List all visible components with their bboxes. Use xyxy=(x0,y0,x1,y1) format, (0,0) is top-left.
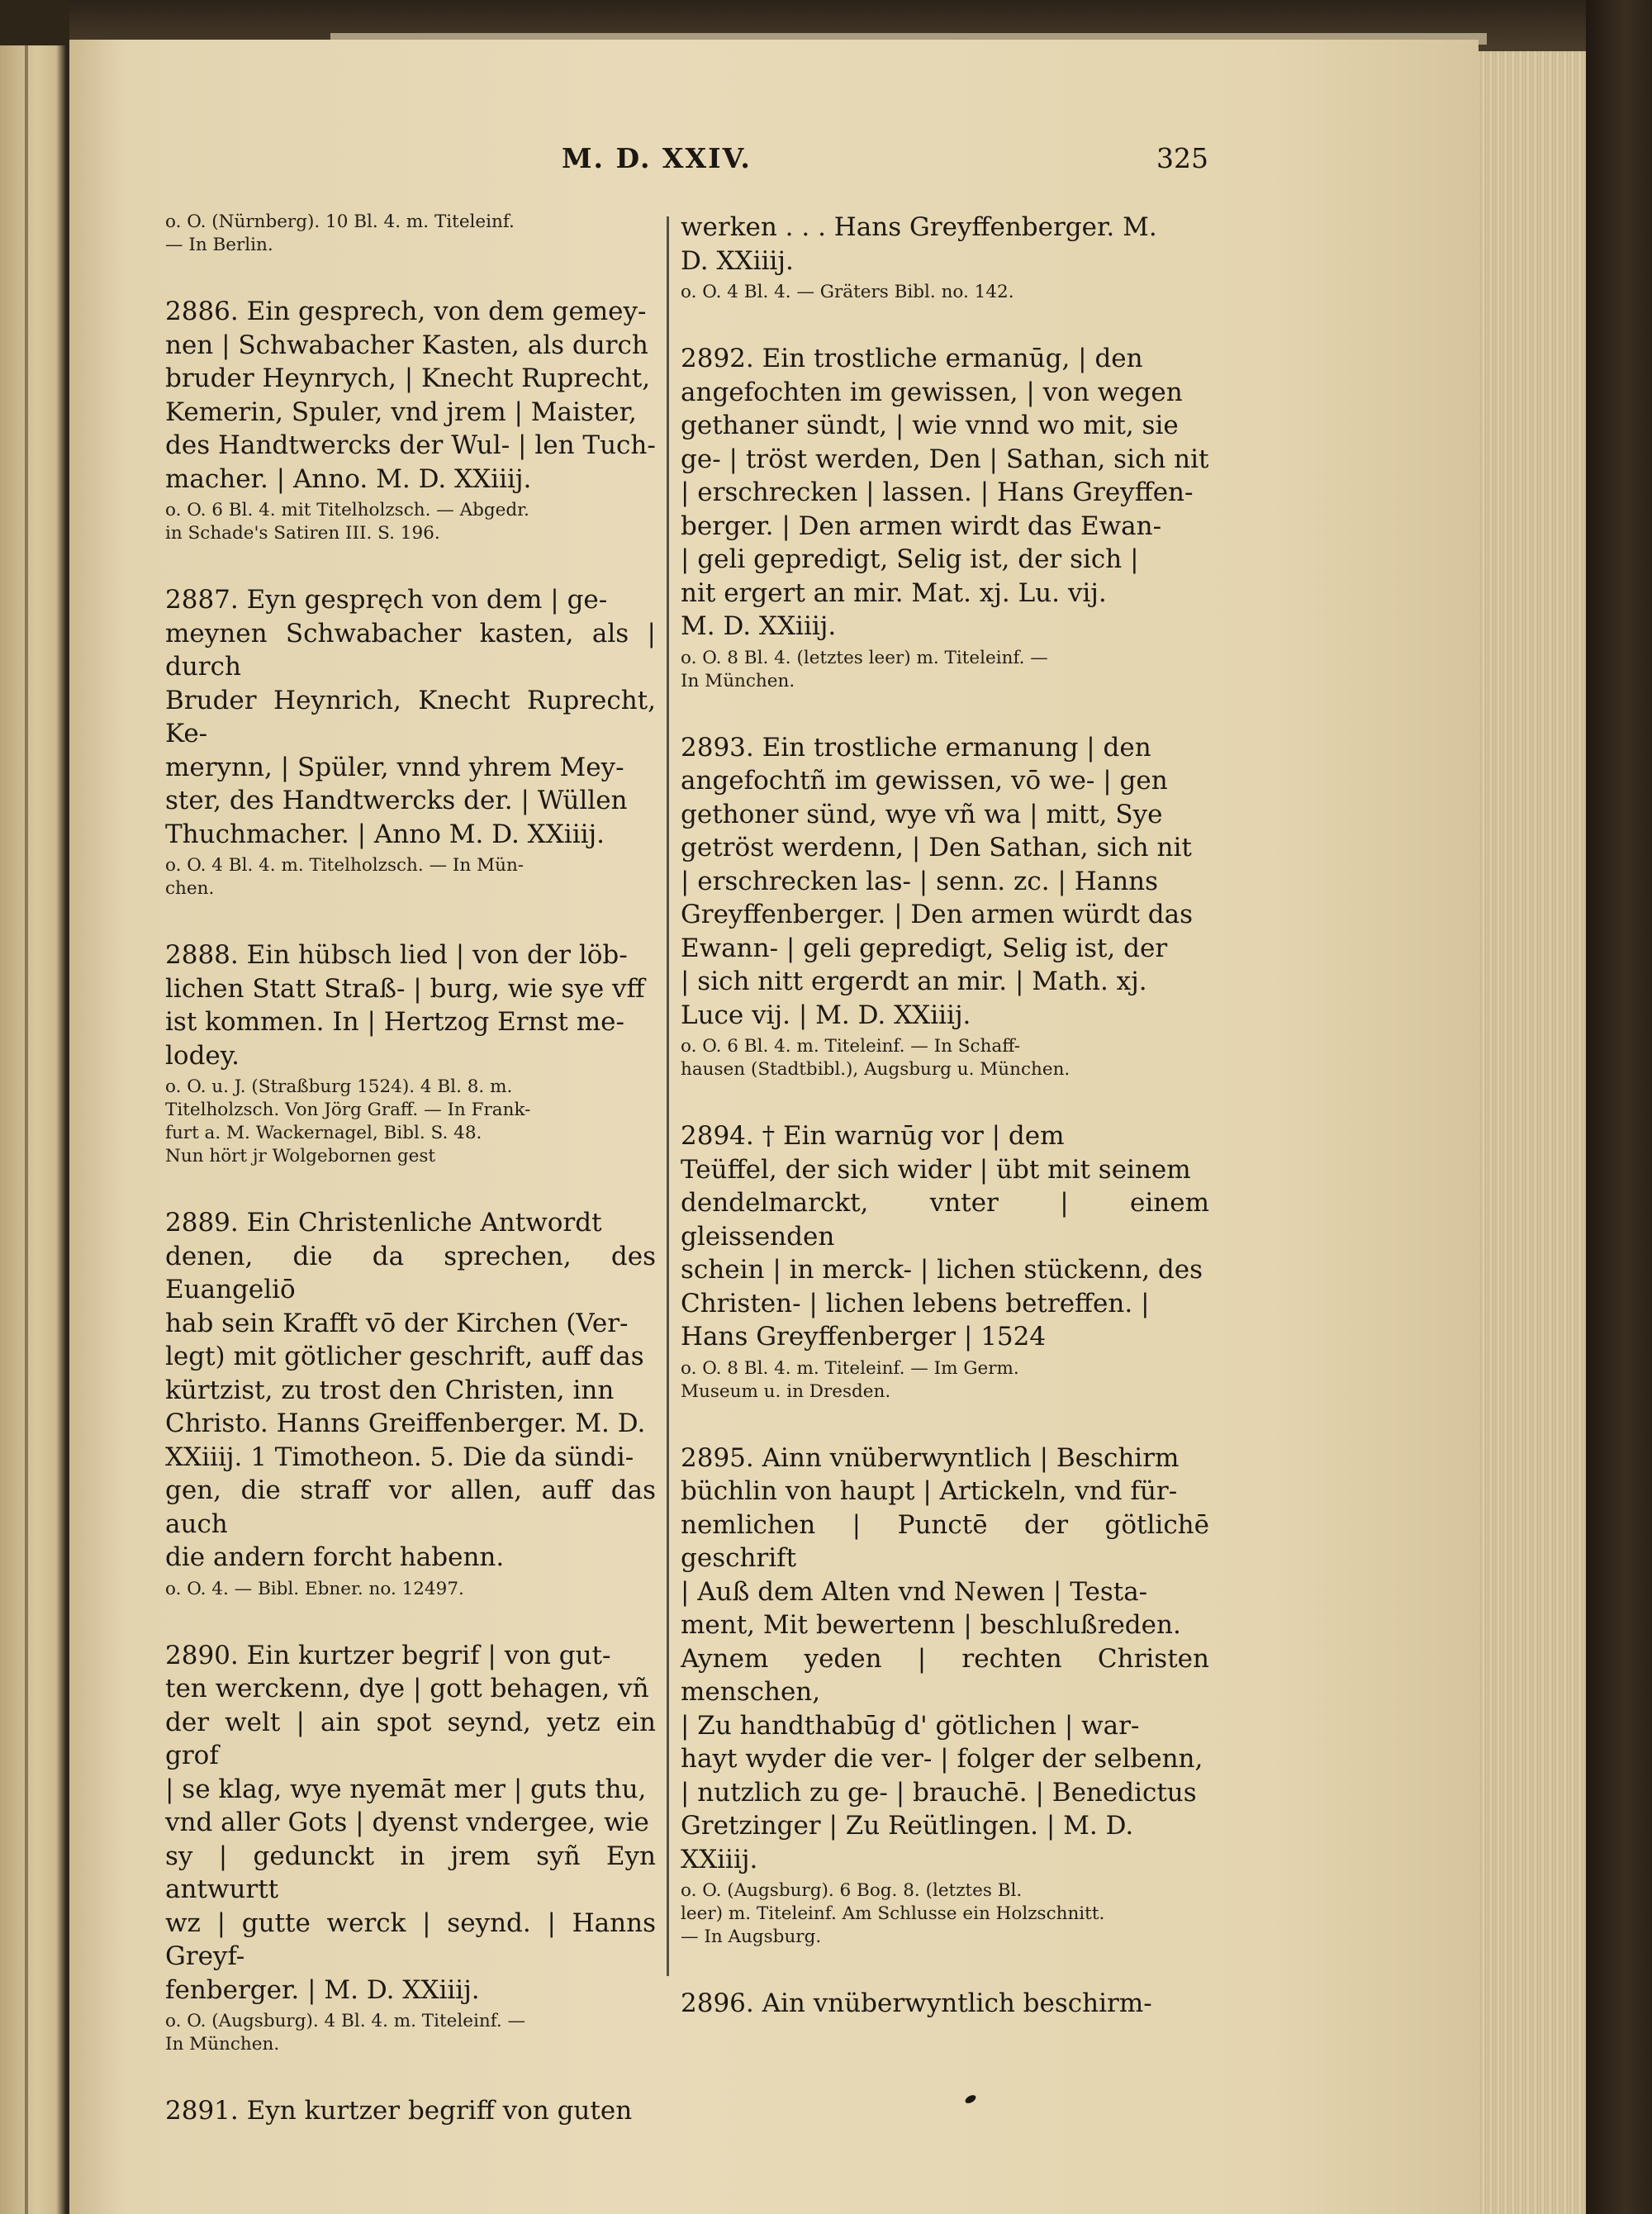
entry-2890 xyxy=(165,1639,656,2057)
entry-text: 2887. Eyn gespręch von dem | ge- meynen Schwabacher kasten, als | durch Bruder Heynrich, Knecht Ruprecht, Ke- merynn, | Spüler, vnnd yhrem Mey- ster, des Handtwercks der. | Wüllen Thuchmacher. | Anno M. D. XXiiij. xyxy=(165,585,656,849)
entry-text: 2895. Ainn vnüberwyntlich | Beschirm büchlin von haupt | Artickeln, vnd für- nemlichen | Punctē der götlichē geschrift | Auß dem Alten vnd Newen | Testa- ment, Mit bewertenn | beschlußreden. Aynem yeden | rechten Christen menschen, | Zu handthabūg d' götlichen | war- hayt wyder die ver- | folger der selbenn, | nutzlich zu ge- | brauchē. | Benedictus Gretzinger | Zu Reütlingen. | M. D. XXiiij. xyxy=(681,1442,1209,1874)
entry-text: 2888. Ein hübsch lied | von der löb- lichen Statt Straß- | burg, wie sye vff ist kommen. In | Hertzog Ernst me- lodey. xyxy=(165,940,645,1071)
entry-note: o. O. 4 Bl. 4. — Gräters Bibl. no. 142. xyxy=(681,282,1014,302)
entry-gap xyxy=(165,900,656,938)
entry-2888 xyxy=(165,938,656,1168)
entry-gap xyxy=(165,257,656,295)
entry-gap xyxy=(681,1081,1209,1119)
entry-note: o. O. 4. — Bibl. Ebner. no. 12497. xyxy=(165,1578,464,1599)
entry-text: 2889. Ein Christenliche Antwordt denen, die da sprechen, des Euangeliō hab sein Krafft vō der Kirchen (Ver- legt) mit götlicher geschrift, auff das kürtzist, zu trost den Christen, inn Christo. Hanns Greiffenberger. M. D. XXiiij. 1 Timotheon. 5. Die da sündi- gen, die straff vor allen, auff das auch die andern forcht habenn. xyxy=(165,1208,656,1572)
entry-text: 2890. Ein kurtzer begrif | von gut- ten werckenn, dye | gott behagen, vñ der welt | ain spot seynd, yetz ein grof | se klag, wye nyemāt mer | guts thu, vnd aller Gots | dyenst vndergee, wie sy | gedunckt in jrem syñ Eyn antwurtt wz | gutte werck | seynd. | Hanns Greyf- fenberger. | M. D. XXiiij. xyxy=(165,1640,656,2005)
entry-gap xyxy=(681,1949,1209,1987)
column-rule xyxy=(667,216,669,1976)
entry-note: o. O. 8 Bl. 4. (letztes leer) m. Titeleinf. — In München. xyxy=(681,647,1048,691)
entry-2894 xyxy=(681,1119,1209,1404)
facing-page-edge xyxy=(0,45,66,2214)
entry-continuation: werken . . . Hans Greyffenberger. M. D. XXiiij. xyxy=(681,212,1157,276)
entry-text: 2893. Ein trostliche ermanung | den angefochtñ im gewissen, vō we- | gen gethoner sünd, wye vñ wa | mitt, Sye getröst werdenn, | Den Sathan, sich nit | erschrecken las- | senn. zc. | Hanns Greyffenberger. | Den armen würdt das Ewann- | geli gepredigt, Selig ist, der | sich nitt ergerdt an mir. | Math. xj. Luce vij. | M. D. XXiiij. xyxy=(681,732,1193,1030)
entry-note: o. O. 6 Bl. 4. mit Titelholzsch. — Abgedr. in Schade's Satiren III. S. 196. xyxy=(165,500,529,544)
entry-gap xyxy=(165,2056,656,2094)
entry-2893 xyxy=(681,731,1209,1082)
entry-note: o. O. (Augsburg). 4 Bl. 4. m. Titeleinf. — In München. xyxy=(165,2011,526,2055)
entry-2891-start: 2891. Eyn kurtzer begriff von guten xyxy=(165,2096,633,2126)
entry-text: 2886. Ein gesprech, von dem gemey- nen | Schwabacher Kasten, als durch bruder Heynrych, | Knecht Ruprecht, Kemerin, Spuler, vnd jrem | Maister, des Handtwercks der Wul- | len Tuch- macher. | Anno. M. D. XXiiij. xyxy=(165,297,656,494)
running-title: M. D. XXIV. xyxy=(562,142,752,174)
entry-gap xyxy=(681,693,1209,731)
entry-gap xyxy=(165,1601,656,1639)
entry-note: o. O. (Augsburg). 6 Bog. 8. (letztes Bl. leer) m. Titeleinf. Am Schlusse ein Holzschnitt. — In Augsburg. xyxy=(681,1880,1105,1947)
facing-page-line xyxy=(25,45,28,2214)
right-column xyxy=(681,211,1209,2020)
entry-2895 xyxy=(681,1442,1209,1950)
entry-note: o. O. 4 Bl. 4. m. Titelholzsch. — In Mün- chen. xyxy=(165,855,525,899)
page-number: 325 xyxy=(1156,142,1208,174)
entry-text: 2892. Ein trostliche ermanūg, | den angefochten im gewissen, | von wegen gethaner sündt, | wie vnnd wo mit, sie ge- | tröst werden, Den | Sathan, sich nit | erschrecken | lassen. | Hans Greyffen- berger. | Den armen wirdt das Ewan- | geli gepredigt, Selig ist, der sich | nit ergert an mir. Mat. xj. Lu. vij. M. D. XXiiij. xyxy=(681,344,1209,641)
entry-text: 2894. † Ein warnūg vor | dem Teüffel, der sich wider | übt mit seinem dendelmarckt, vnter | einem gleissenden schein | in merck- | lichen stückenn, des Christen- | lichen lebens betreffen. | Hans Greyffenberger | 1524 xyxy=(681,1121,1209,1352)
left-column xyxy=(165,211,656,2127)
entry-gap xyxy=(681,1404,1209,1442)
entry-2886 xyxy=(165,295,656,545)
entry-note: o. O. 8 Bl. 4. m. Titeleinf. — Im Germ. Museum u. in Dresden. xyxy=(681,1357,1019,1402)
entry-2892 xyxy=(681,342,1209,693)
entry-2887 xyxy=(165,583,656,900)
entry-gap xyxy=(165,1168,656,1206)
entry-note: o. O. u. J. (Straßburg 1524). 4 Bl. 8. m. Titelholzsch. Von Jörg Graff. — In Frank- furt a. M. Wackernagel, Bibl. S. 48. Nun hört jr Wolgebornen gest xyxy=(165,1076,531,1166)
entry-2896-start: 2896. Ain vnüberwyntlich beschirm- xyxy=(681,1988,1152,2018)
book-cover-edge xyxy=(1586,0,1652,2214)
entry-note: o. O. (Nürnberg). 10 Bl. 4. m. Titeleinf. — In Berlin. xyxy=(165,211,515,255)
entry-2889 xyxy=(165,1206,656,1601)
entry-gap xyxy=(681,304,1209,342)
entry-gap xyxy=(165,545,656,583)
page-edge-stack xyxy=(1479,51,1586,2214)
entry-note: o. O. 6 Bl. 4. m. Titeleinf. — In Schaff- hausen (Stadtbibl.), Augsburg u. München. xyxy=(681,1036,1070,1080)
